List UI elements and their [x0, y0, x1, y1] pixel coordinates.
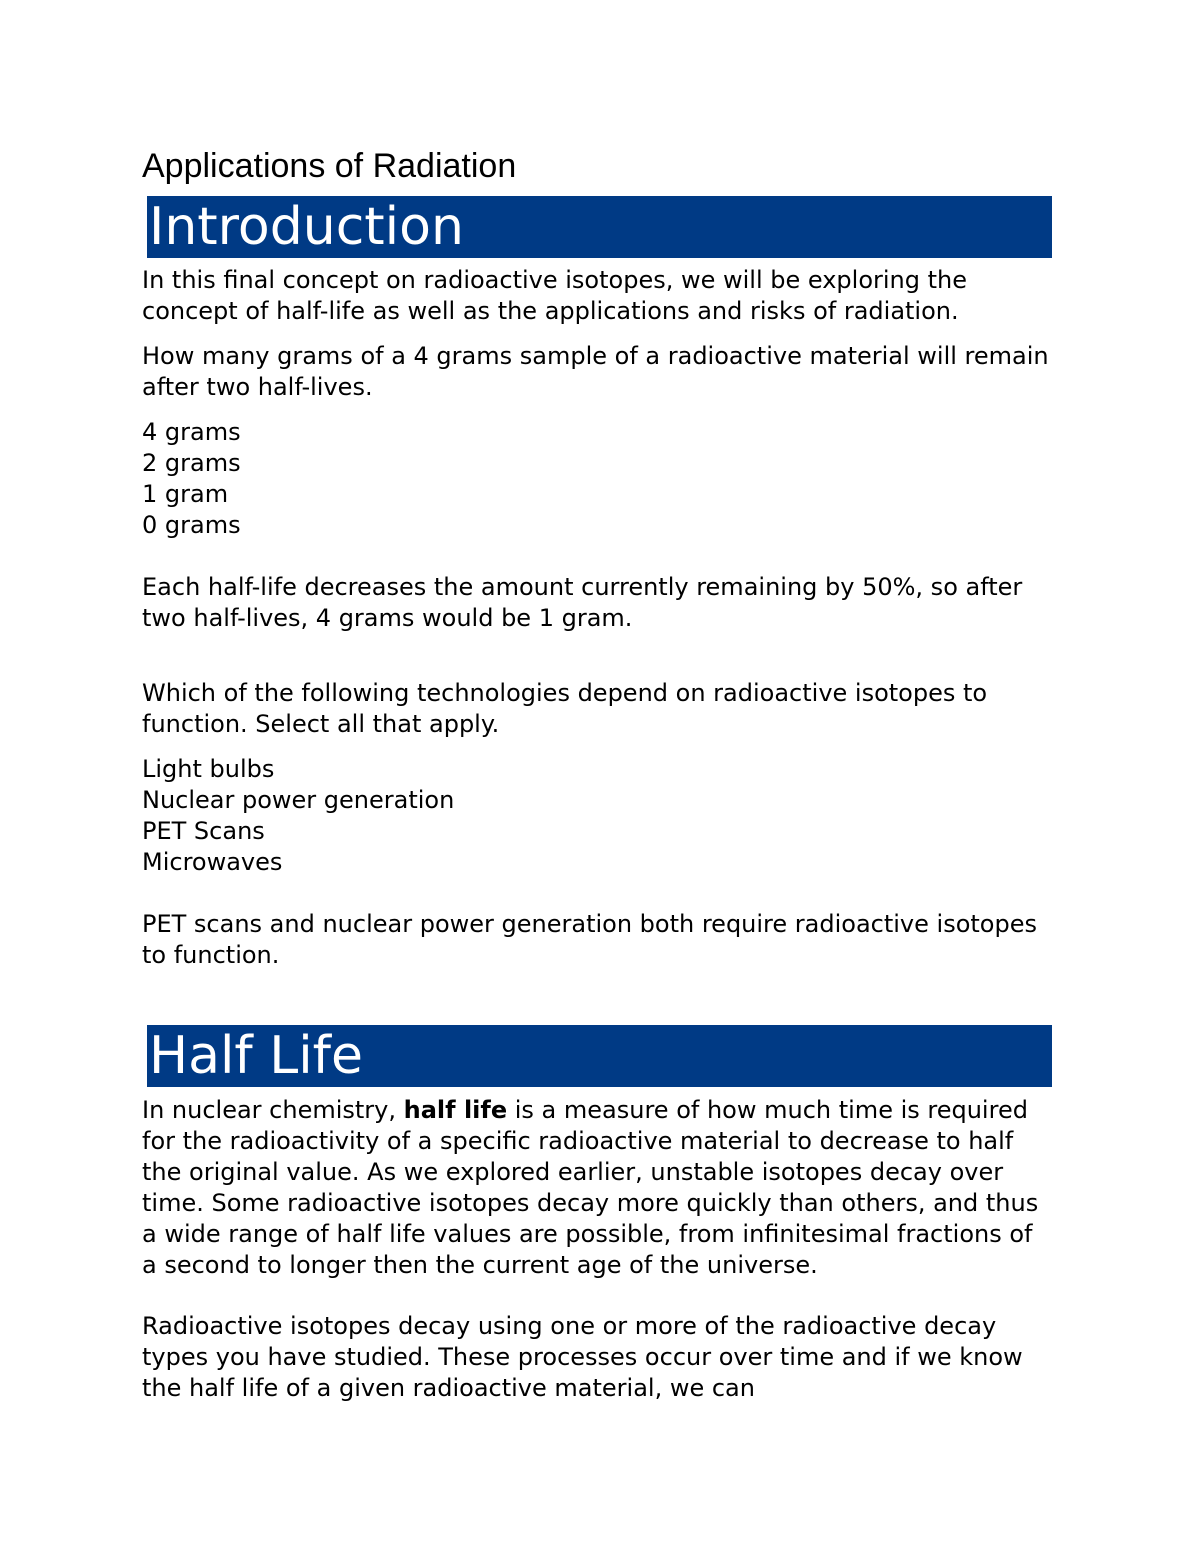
half-life-term: half life: [403, 1096, 508, 1124]
intro-paragraph: In this final concept on radioactive isotopes, we will be exploring the concept of half-life as well as the applications and risks of radiation.: [142, 266, 968, 325]
question-1-option: 2 grams: [142, 449, 241, 477]
document-title: Applications of Radiation: [142, 147, 517, 185]
question-1-explanation: Each half-life decreases the amount currently remaining by 50%, so after two half-lives, 4 grams would be 1 gram.: [142, 573, 1023, 632]
half-life-paragraph-1: [142, 1095, 1052, 1281]
half-life-para1-prefix: In nuclear chemistry,: [142, 1096, 404, 1124]
question-1-option: 1 gram: [142, 480, 229, 508]
question-1-option: 4 grams: [142, 418, 241, 446]
question-2-options: [142, 754, 1052, 878]
section-heading-half-life: Half Life: [147, 1025, 1052, 1087]
section-heading-introduction: Introduction: [147, 196, 1052, 258]
question-1-options: [142, 417, 1052, 541]
question-1-prompt: How many grams of a 4 grams sample of a radioactive material will remain after two half-lives.: [142, 342, 1049, 401]
question-2-option: Light bulbs: [142, 755, 275, 783]
question-2-option: Nuclear power generation: [142, 786, 455, 814]
question-2-prompt: Which of the following technologies depend on radioactive isotopes to function. Select all that apply.: [142, 679, 988, 738]
half-life-paragraph-2: Radioactive isotopes decay using one or more of the radioactive decay types you have studied. These processes occur over time and if we know the half life of a given radioactive material, we can: [142, 1312, 1023, 1402]
question-1-option: 0 grams: [142, 511, 241, 539]
question-2-option: Microwaves: [142, 848, 283, 876]
question-2-explanation: PET scans and nuclear power generation both require radioactive isotopes to function.: [142, 910, 1037, 969]
question-2-option: PET Scans: [142, 817, 265, 845]
half-life-para1-rest: is a measure of how much time is required for the radioactivity of a specific radioactive material to decrease to half the original value. As we explored earlier, unstable isotopes decay over time. Some radioactive isotopes decay more quickly than others, and thus a wide range of half life values are possible, from infinitesimal fractions of a second to longer then the current age of the universe.: [142, 1096, 1039, 1279]
